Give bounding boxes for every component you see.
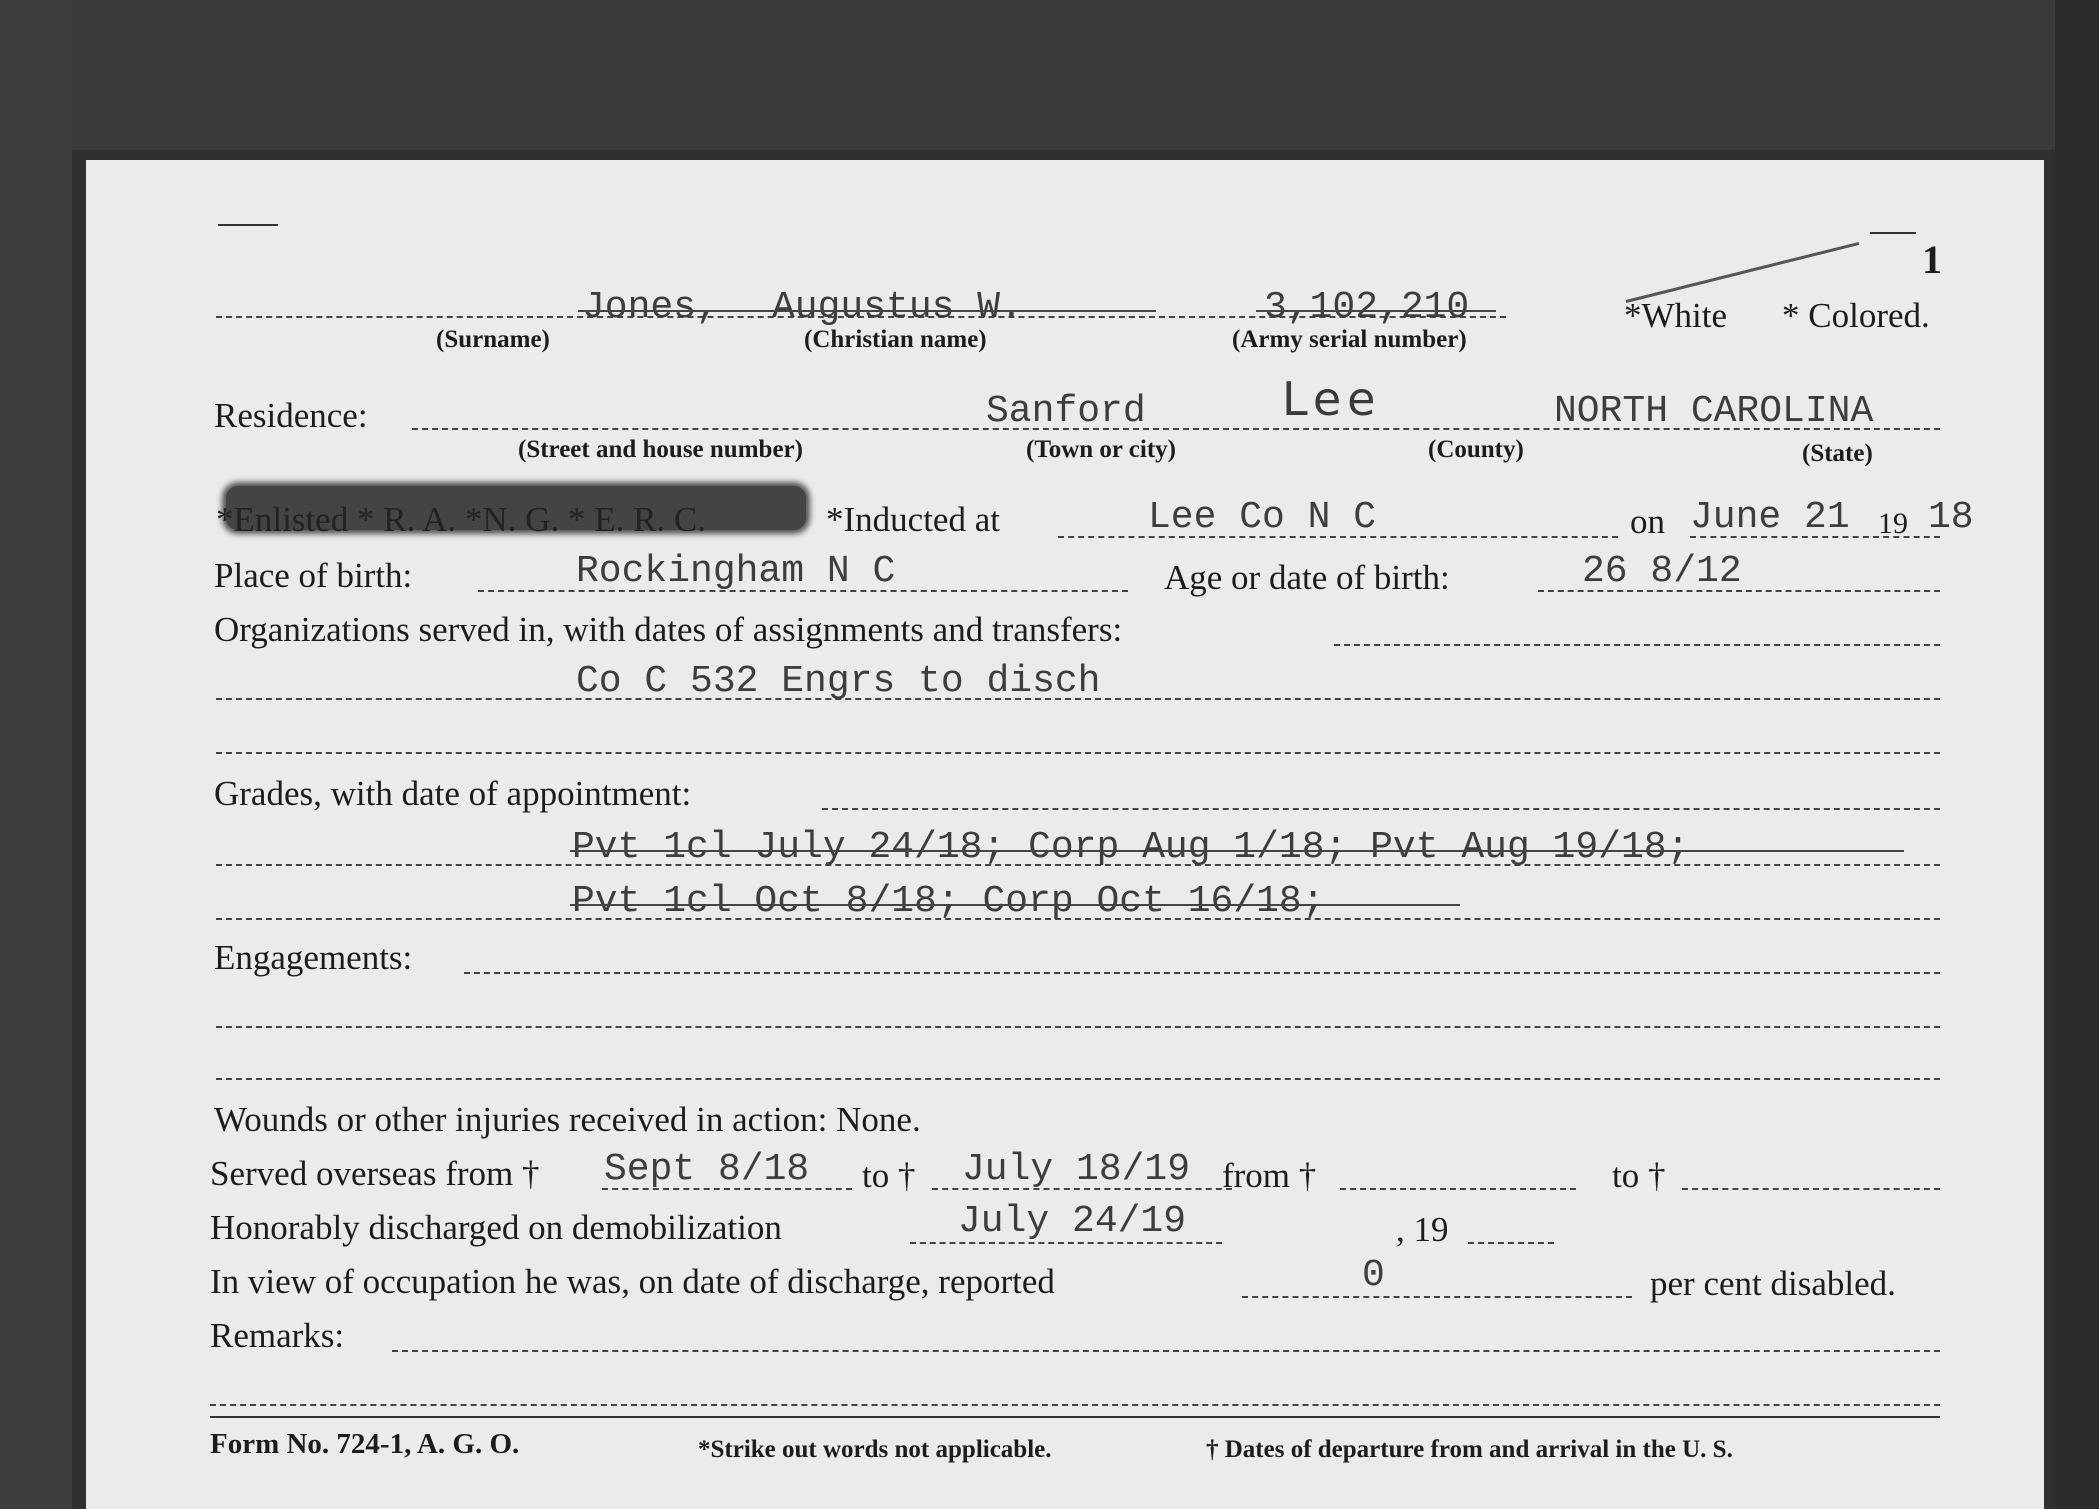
discharge-date-value: July 24/19 bbox=[958, 1200, 1187, 1243]
surname-caption: (Surname) bbox=[436, 326, 550, 353]
grades-value-line-2: Pvt 1cl Oct 8/18; Corp Oct 16/18; bbox=[572, 880, 1325, 923]
overseas-label: Served overseas from † bbox=[210, 1154, 540, 1193]
discharge-year-line bbox=[1468, 1242, 1554, 1244]
christian-name-caption: (Christian name) bbox=[804, 326, 987, 353]
discharge-year-label: , 19 bbox=[1396, 1210, 1449, 1249]
surname-value: Jones, bbox=[582, 286, 719, 329]
grades-label: Grades, with date of appointment: bbox=[214, 774, 692, 813]
age-label: Age or date of birth: bbox=[1164, 558, 1450, 597]
disability-suffix: per cent disabled. bbox=[1650, 1264, 1896, 1303]
service-record-card bbox=[86, 160, 2044, 1509]
place-of-birth-value: Rockingham N C bbox=[576, 550, 896, 593]
organizations-label: Organizations served in, with dates of assignments and transfers: bbox=[214, 610, 1123, 649]
inducted-place-value: Lee Co N C bbox=[1148, 496, 1377, 539]
scanner-background-left bbox=[0, 0, 72, 1509]
county-caption: (County) bbox=[1428, 436, 1524, 463]
serial-number-caption: (Army serial number) bbox=[1232, 326, 1467, 353]
grades-strikethrough-1 bbox=[570, 850, 1904, 852]
remarks-line-2 bbox=[210, 1404, 1940, 1406]
induction-date-value: June 21 bbox=[1690, 496, 1850, 539]
engagements-line-3 bbox=[216, 1078, 1940, 1080]
serial-strikethrough bbox=[1256, 310, 1496, 312]
overseas-from2-line bbox=[1340, 1188, 1576, 1190]
year-prefix: 19 bbox=[1878, 507, 1908, 540]
grades-strikethrough-2 bbox=[570, 904, 1460, 906]
organizations-value: Co C 532 Engrs to disch bbox=[576, 660, 1101, 703]
engagements-label: Engagements: bbox=[214, 938, 413, 977]
grades-line-1 bbox=[822, 808, 1940, 810]
christian-name-value: Augustus W. bbox=[772, 286, 1023, 329]
corner-number: 1 bbox=[1922, 237, 1942, 282]
engagements-line-1 bbox=[464, 972, 1940, 974]
scanner-background-top bbox=[0, 0, 2099, 150]
remarks-label: Remarks: bbox=[210, 1316, 345, 1355]
name-strikethrough bbox=[578, 310, 1156, 312]
disability-value: 0 bbox=[1362, 1254, 1385, 1297]
grades-value-line-1: Pvt 1cl July 24/18; Corp Aug 1/18; Pvt Aug 19/18; bbox=[572, 826, 1690, 869]
residence-state-value: NORTH CAROLINA bbox=[1554, 390, 1874, 433]
overseas-to-value: July 18/19 bbox=[962, 1148, 1191, 1191]
age-value: 26 8/12 bbox=[1582, 550, 1742, 593]
overseas-to2-line bbox=[1682, 1188, 1940, 1190]
overseas-from2-label: from † bbox=[1222, 1156, 1317, 1195]
top-left-rule bbox=[218, 224, 278, 226]
town-caption: (Town or city) bbox=[1026, 436, 1176, 463]
race-white-label: *White bbox=[1624, 296, 1728, 335]
scanner-background-right bbox=[2055, 0, 2099, 1509]
overseas-to2-label: to † bbox=[1612, 1156, 1666, 1195]
dates-note: † Dates of departure from and arrival in the U. S. bbox=[1206, 1436, 1733, 1463]
overseas-to-label: to † bbox=[862, 1156, 916, 1195]
induction-year-value: 18 bbox=[1928, 496, 1974, 539]
race-colored-label: * Colored. bbox=[1782, 296, 1930, 335]
discharge-label: Honorably discharged on demobilization bbox=[210, 1208, 782, 1247]
inducted-label: *Inducted at bbox=[826, 500, 1000, 539]
serial-number-value: 3,102,210 bbox=[1264, 286, 1470, 329]
residence-label: Residence: bbox=[214, 396, 368, 435]
residence-county-value: Lee bbox=[1282, 372, 1382, 426]
on-label: on bbox=[1630, 502, 1665, 541]
remarks-line-3 bbox=[210, 1416, 1940, 1418]
enlisted-options: *Enlisted * R. A. *N. G. * E. R. C. bbox=[216, 500, 707, 539]
overseas-from-value: Sept 8/18 bbox=[604, 1148, 810, 1191]
strike-note: *Strike out words not applicable. bbox=[698, 1436, 1052, 1463]
organizations-line-3 bbox=[216, 752, 1940, 754]
remarks-line-1 bbox=[392, 1350, 1940, 1352]
engagements-line-2 bbox=[216, 1026, 1940, 1028]
organizations-line-1 bbox=[1334, 644, 1940, 646]
form-number: Form No. 724-1, A. G. O. bbox=[210, 1428, 520, 1460]
state-caption: (State) bbox=[1802, 440, 1873, 467]
pencil-mark bbox=[1626, 242, 1860, 303]
disability-line bbox=[1242, 1296, 1632, 1298]
corner-rule bbox=[1870, 232, 1916, 234]
disability-label: In view of occupation he was, on date of discharge, reported bbox=[210, 1262, 1055, 1301]
wounds-text: Wounds or other injuries received in action: None. bbox=[214, 1100, 921, 1139]
residence-town-value: Sanford bbox=[986, 390, 1146, 433]
place-of-birth-label: Place of birth: bbox=[214, 556, 413, 595]
street-caption: (Street and house number) bbox=[518, 436, 803, 463]
